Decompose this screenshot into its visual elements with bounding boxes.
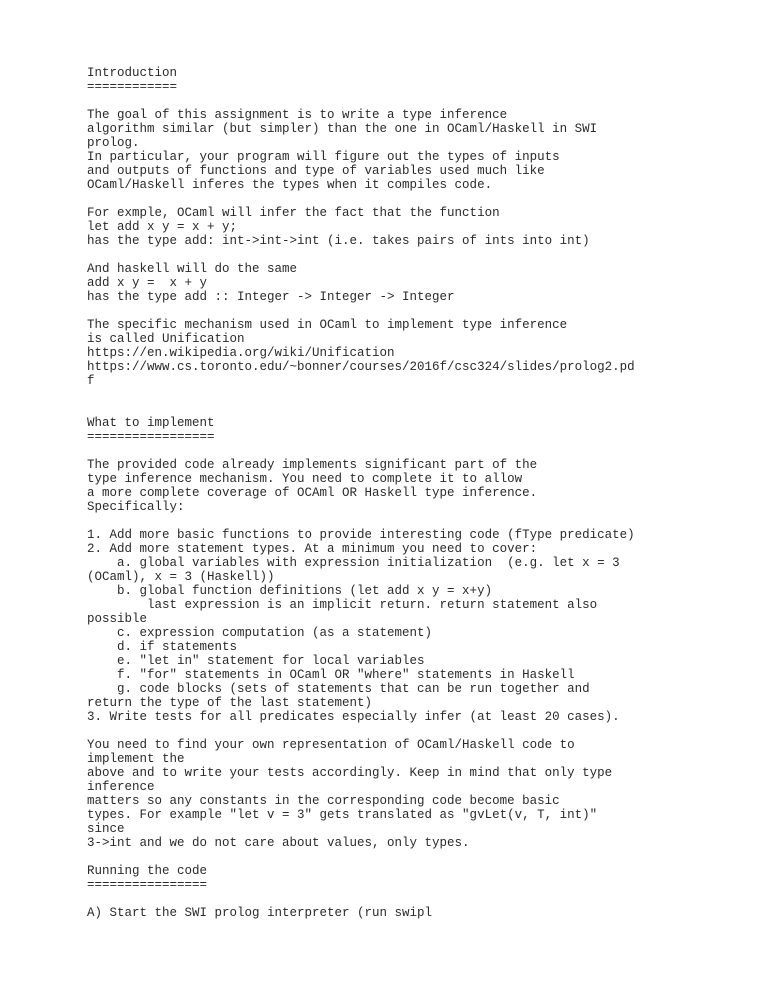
text-line: The goal of this assignment is to write a type inference (87, 108, 508, 122)
text-line: since (87, 822, 125, 836)
text-line: ================= (87, 430, 215, 444)
text-line: has the type add :: Integer -> Integer -> Integer (87, 290, 455, 304)
text-line (87, 388, 727, 402)
text-line: For exmple, OCaml will infer the fact that the function (87, 206, 500, 220)
document-text (87, 66, 727, 920)
text-line: last expression is an implicit return. return statement also (87, 598, 598, 612)
text-line: In particular, your program will figure out the types of inputs (87, 150, 560, 164)
text-line: A) Start the SWI prolog interpreter (run swipl (87, 906, 433, 920)
text-line: e. "let in" statement for local variables (87, 654, 425, 668)
text-line: type inference mechanism. You need to complete it to allow (87, 472, 523, 486)
text-line: a. global variables with expression initialization (e.g. let x = 3 (87, 556, 620, 570)
text-line: matters so any constants in the corresponding code become basic (87, 794, 560, 808)
text-line (87, 892, 727, 906)
text-line (87, 248, 727, 262)
text-line: ================ (87, 878, 208, 892)
text-line: 2. Add more statement types. At a minimum you need to cover: (87, 542, 538, 556)
text-line: algorithm similar (but simpler) than the one in OCaml/Haskell in SWI (87, 122, 598, 136)
text-line: return the type of the last statement) (87, 696, 373, 710)
text-line: f. "for" statements in OCaml OR "where" statements in Haskell (87, 668, 575, 682)
text-line: let add x y = x + y; (87, 220, 238, 234)
text-line: Specifically: (87, 500, 185, 514)
text-line: The provided code already implements significant part of the (87, 458, 538, 472)
text-line: 1. Add more basic functions to provide interesting code (fType predicate) (87, 528, 635, 542)
text-line (87, 444, 727, 458)
text-line: prolog. (87, 136, 140, 150)
text-line: Introduction (87, 66, 178, 80)
text-line: c. expression computation (as a statement) (87, 626, 433, 640)
text-line: Running the code (87, 864, 208, 878)
text-line (87, 724, 727, 738)
text-line: OCaml/Haskell inferes the types when it compiles code. (87, 178, 493, 192)
text-line (87, 304, 727, 318)
text-line: add x y = x + y (87, 276, 208, 290)
text-line (87, 192, 727, 206)
text-line: What to implement (87, 416, 215, 430)
text-line: types. For example "let v = 3" gets translated as "gvLet(v, T, int)" (87, 808, 598, 822)
text-line: And haskell will do the same (87, 262, 298, 276)
text-line (87, 402, 727, 416)
text-line: 3->int and we do not care about values, only types. (87, 836, 470, 850)
text-line: is called Unification (87, 332, 245, 346)
text-line: https://www.cs.toronto.edu/~bonner/courses/2016f/csc324/slides/prolog2.pd (87, 360, 635, 374)
text-line: and outputs of functions and type of variables used much like (87, 164, 545, 178)
text-line (87, 850, 727, 864)
text-line: g. code blocks (sets of statements that can be run together and (87, 682, 590, 696)
text-line: https://en.wikipedia.org/wiki/Unification (87, 346, 395, 360)
text-line (87, 94, 727, 108)
text-line: ============ (87, 80, 178, 94)
text-line: has the type add: int->int->int (i.e. takes pairs of ints into int) (87, 234, 590, 248)
text-line: d. if statements (87, 640, 238, 654)
text-line: (OCaml), x = 3 (Haskell)) (87, 570, 275, 584)
text-line: inference (87, 780, 155, 794)
text-line: b. global function definitions (let add x y = x+y) (87, 584, 493, 598)
text-line: You need to find your own representation of OCaml/Haskell code to (87, 738, 575, 752)
text-line (87, 514, 727, 528)
text-line: implement the (87, 752, 185, 766)
text-line: a more complete coverage of OCAml OR Haskell type inference. (87, 486, 538, 500)
text-line: f (87, 374, 95, 388)
text-line: The specific mechanism used in OCaml to implement type inference (87, 318, 568, 332)
text-line: above and to write your tests accordingly. Keep in mind that only type (87, 766, 613, 780)
text-line: possible (87, 612, 148, 626)
text-line: 3. Write tests for all predicates especially infer (at least 20 cases). (87, 710, 620, 724)
